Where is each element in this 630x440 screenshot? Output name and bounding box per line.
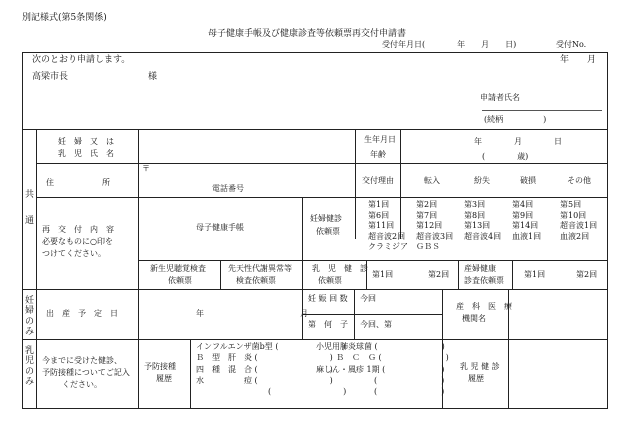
history-label-2: 予防接種についてご記入 [42,368,130,377]
checkup-round[interactable]: 超音波3回 [416,231,454,241]
history-label-1: 今までに受けた健診、 [42,356,122,365]
checkup-round[interactable]: 血液1回 [512,231,542,241]
applicant-name-label: 申請者氏名 [480,93,520,102]
checkup-round[interactable]: 超音波2回 [368,231,406,241]
checkup-round[interactable]: クラミジア [368,242,408,252]
dob-label: 生年月日 [364,135,396,144]
document-title: 母子健康手帳及び健康診査等依頼票再交付申請書 [208,29,407,39]
name-label-1: 妊 婦 又 は [58,137,114,146]
postnatal-round-1[interactable]: 第1回 [524,270,546,279]
common-section-label: 共 通 [24,190,34,227]
infant-round-1[interactable]: 第1回 [372,270,394,279]
vaccine-entry[interactable]: ( ) [374,375,445,385]
reason-other[interactable]: その他 [567,176,591,185]
checkup-round[interactable]: 第3回 [464,200,486,209]
infant-history-label-2: 履歴 [468,374,484,383]
child-order-label: 第 何 子 [308,320,348,329]
age-value[interactable]: ( 歳) [482,152,529,161]
postal-mark: 〒 [142,164,150,173]
due-date-value[interactable]: 年 月 [196,309,308,318]
infant-checkup-label-2: 依頼票 [318,276,342,285]
checkup-round[interactable]: 第14回 [512,221,539,231]
form-label: 別記様式(第5条関係) [22,13,107,23]
request-label-1: 再 交 付 内 容 [42,225,114,234]
divider [22,129,608,130]
vaccine-entry[interactable]: 小児用肺炎球菌 ( ) [316,342,445,351]
congenital-label-2[interactable]: 検査依頼票 [236,276,276,285]
checkup-round[interactable]: 第7回 [416,210,438,220]
checkup-round[interactable]: 第2回 [416,200,438,209]
applicant-name-line[interactable] [482,110,602,111]
reason-transfer[interactable]: 転入 [424,176,440,185]
infant-round-2[interactable]: 第2回 [428,270,450,279]
handbook-option[interactable]: 母子健康手帳 [196,223,244,232]
reason-lost[interactable]: 紛失 [474,176,490,185]
congenital-label-1[interactable]: 先天性代謝異常等 [228,264,292,273]
clinic-label-2: 機関名 [462,314,486,323]
checkup-round[interactable]: 第11回 [368,221,395,231]
pregnant-checkup-label-2: 依頼票 [316,227,340,236]
application-date: 年 月 [560,55,597,65]
checkup-round[interactable]: 超音波4回 [464,231,502,241]
checkup-round[interactable]: 第12回 [416,221,443,231]
address-label: 住 所 [46,178,110,187]
checkup-round-grid [368,201,602,251]
pregnant-checkup-label-1: 妊婦健診 [310,214,342,223]
infant-history-label-1: 乳 児 健 診 [460,362,500,371]
vaccine-entry[interactable]: インフルエンザ菌b型 ( ) [196,342,346,351]
vaccine-entry[interactable]: Ｂ Ｃ Ｇ ( ) [336,353,449,363]
pregnancy-count-value[interactable]: 今回 [360,294,376,303]
vaccine-list-left [196,342,347,397]
vaccination-label-2: 履歴 [156,374,172,383]
vaccine-entry[interactable]: ( ) [374,387,445,397]
reason-label: 交付理由 [362,176,394,185]
vaccine-entry[interactable]: 麻しん・風疹 1期 ( ) [316,364,445,374]
checkup-round[interactable]: 第9回 [512,210,534,220]
checkup-round[interactable]: ＧＢＳ [416,242,440,252]
vaccine-entry[interactable]: ( ) [268,387,347,397]
receipt-date: 受付年月日( 年 月 日) [382,40,517,49]
checkup-round[interactable]: 第13回 [464,221,491,231]
vaccine-entry[interactable]: 四 種 混 合 ( ) [196,364,333,374]
reason-damaged[interactable]: 破損 [520,176,536,185]
postnatal-round-2[interactable]: 第2回 [576,270,598,279]
phone-label: 電話番号 [212,184,244,193]
checkup-round[interactable]: 第10回 [560,210,587,220]
checkup-round[interactable]: 第4回 [512,200,534,209]
checkup-round[interactable]: 第6回 [368,210,390,220]
dob-value[interactable]: 年 月 日 [474,137,562,146]
checkup-round[interactable]: 第1回 [368,200,390,209]
checkup-round[interactable]: 第8回 [464,210,486,220]
infant-checkup-label-1: 乳 児 健 診 [312,264,368,273]
request-label-3: つけてください。 [42,249,106,258]
infant-section-label: 乳 児 の み [24,346,34,388]
request-label-2: 必要なものに○印を [42,237,113,246]
intro-text: 次のとおり申請します。 [32,55,131,65]
checkup-round[interactable]: 超音波1回 [560,221,598,231]
history-label-3: ください。 [62,380,102,389]
honorific: 様 [148,72,158,82]
mayor-label: 高梁市長 [32,72,69,82]
due-date-label: 出 産 予 定 日 [46,309,118,318]
newborn-hearing-label-2[interactable]: 依頼票 [168,276,192,285]
postnatal-label-2: 診査依頼票 [464,276,504,285]
receipt-number: 受付No. [556,40,587,49]
postnatal-label-1: 産婦健康 [464,264,496,273]
pregnant-section-label: 妊 婦 の み [24,296,34,338]
name-label-2: 乳 児 氏 名 [58,149,114,158]
vaccination-label-1: 予防接種 [144,362,176,371]
checkup-round[interactable]: 第5回 [560,200,582,209]
checkup-round[interactable]: 血液2回 [560,231,590,241]
clinic-label-1: 産 科 医 療 [456,302,512,311]
vaccine-list-right [316,342,449,397]
child-order-value[interactable]: 今回、第 [360,320,392,329]
pregnancy-count-label: 妊 娠 回 数 [308,294,348,303]
newborn-hearing-label-1[interactable]: 新生児聴覚検査 [150,264,206,273]
vaccine-entry[interactable]: Ｂ 型 肝 炎 ( ) [196,353,333,363]
age-label: 年齢 [370,150,386,159]
relation-field[interactable]: (続柄 ) [484,115,547,124]
vaccine-entry[interactable]: 水 痘 ( ) [196,375,333,385]
